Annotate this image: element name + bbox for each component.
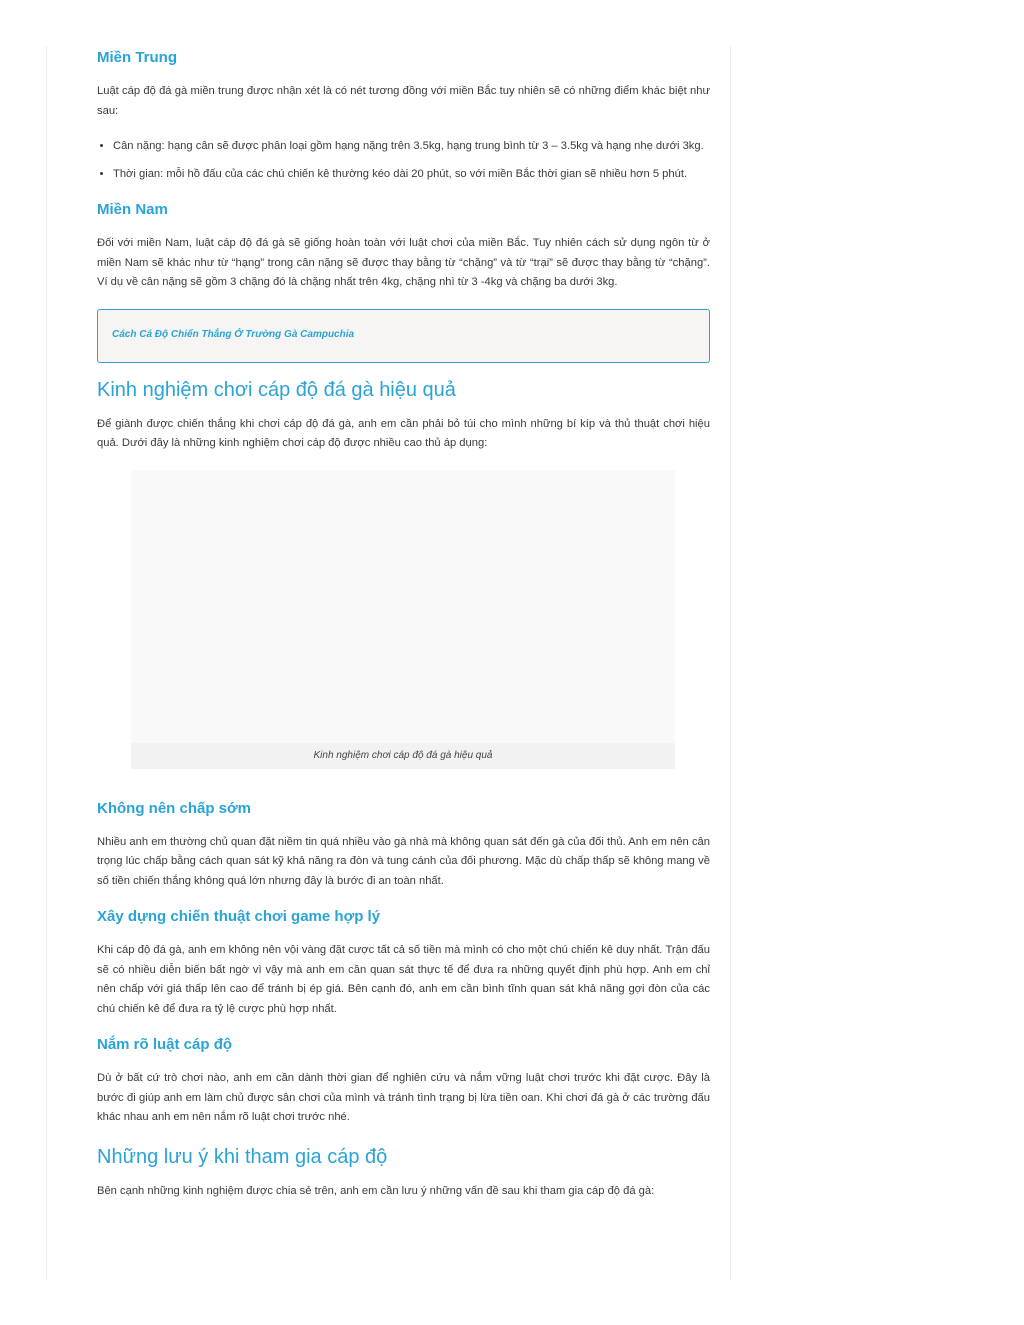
list-mien-trung [97,137,710,184]
article-figure [131,470,675,769]
list-item: • Cân nặng: hạng cân sẽ được phân loại gồm hạng nặng trên 3.5kg, hạng trung bình từ 3 – 3.5kg và hạng nhẹ dưới 3kg. [113,137,710,157]
paragraph-luu-y-intro: Bên cạnh những kinh nghiệm được chia sẻ trên, anh em cần lưu ý những vấn đề sau khi tham gia cáp độ đá gà: [97,1184,655,1197]
related-post-box [97,309,710,363]
heading-luu-y: Những lưu ý khi tham gia cáp độ [97,1145,388,1168]
figure-image [131,470,675,743]
heading-khong-chap-som: Không nên chấp sớm [97,799,252,817]
paragraph-kinh-nghiem-intro: Để giành được chiến thắng khi chơi cáp độ đá gà, anh em cần phải bỏ túi cho mình những bí kíp và thủ thuật chơi hiệu quả. Dưới đây là những kinh nghiệm chơi cáp độ được nhiều cao thủ áp dụng: [97,417,710,449]
paragraph-khong-chap-som: Nhiều anh em thường chủ quan đặt niềm tin quá nhiều vào gà nhà mà không quan sát đến gà của đối thủ. Anh em nên cân trọng lúc chấp bằng cách quan sát kỹ khả năng ra đòn và tung cánh của đối phương. Mặc dù chấp thấp sẽ không mang về số tiền chiến thắng không quá lớn nhưng đây là bước đi an toàn nhất. [97,835,710,887]
figure-caption: Kinh nghiệm chơi cáp độ đá gà hiệu quả [131,743,675,769]
paragraph-chien-thuat: Khi cáp độ đá gà, anh em không nên vội vàng đặt cược tất cả số tiền mà mình có cho một chú chiến kê duy nhất. Trận đấu sẽ có nhiều diễn biến bất ngờ vì vậy mà anh em cần quan sát thực tế để đưa ra những quyết định phù hợp. Anh em chỉ nên chấp với giá thấp lên cao để tránh bị ép giá. Bên cạnh đó, anh em cần bình tĩnh quan sát khả năng gợi đòn của các chú chiến kê để đưa ra tỷ lệ cược phù hợp nhất. [97,944,710,1015]
content-border-right [730,46,731,1280]
paragraph-mien-nam: Đối với miền Nam, luật cáp độ đá gà sẽ giống hoàn toàn với luật chơi của miền Bắc. Tuy nhiên cách sử dụng ngôn từ ở miền Nam sẽ khác như từ “hạng” trong cân nặng sẽ được thay bằng từ “chặng” và từ “trại” sẽ được thay bằng từ “chặng”. Ví dụ về cân nặng sẽ gồm 3 chặng đó là chặng nhất trên 4kg, chặng nhì từ 3 -4kg và chặng ba dưới 3kg. [97,237,710,288]
list-item: • Thời gian: mỗi hồ đấu của các chú chiến kê thường kéo dài 20 phút, so với miền Bắc thời gian sẽ nhiều hơn 5 phút. [113,165,710,185]
paragraph-nam-ro-luat: Dù ở bất cứ trò chơi nào, anh em cần dành thời gian để nghiên cứu và nắm vững luật chơi trước khi đặt cược. Đây là bước đi giúp anh em làm chủ được sân chơi của mình và tránh tình trạng bị lừa tiền oan. Khi chơi đá gà ở các trường đấu khác nhau anh em nên nắm rõ luật chơi trước nhé. [97,1072,710,1123]
paragraph-mien-trung-intro: Luật cáp độ đá gà miền trung được nhận xét là có nét tương đồng với miền Bắc tuy nhiên sẽ có những điểm khác biệt như sau: [97,85,710,117]
heading-nam-ro-luat: Nắm rõ luật cáp độ [97,1036,233,1053]
heading-chien-thuat: Xây dựng chiến thuật chơi game hợp lý [97,908,381,925]
article-content [97,48,710,1217]
heading-kinh-nghiem: Kinh nghiệm chơi cáp độ đá gà hiệu quả [97,378,456,401]
heading-mien-trung: Miền Trung [97,49,177,66]
related-post-link[interactable]: Cách Cá Độ Chiến Thắng Ở Trường Gà Campuchia [112,328,355,340]
heading-mien-nam: Miền Nam [97,201,168,218]
content-border-left [46,46,47,1280]
